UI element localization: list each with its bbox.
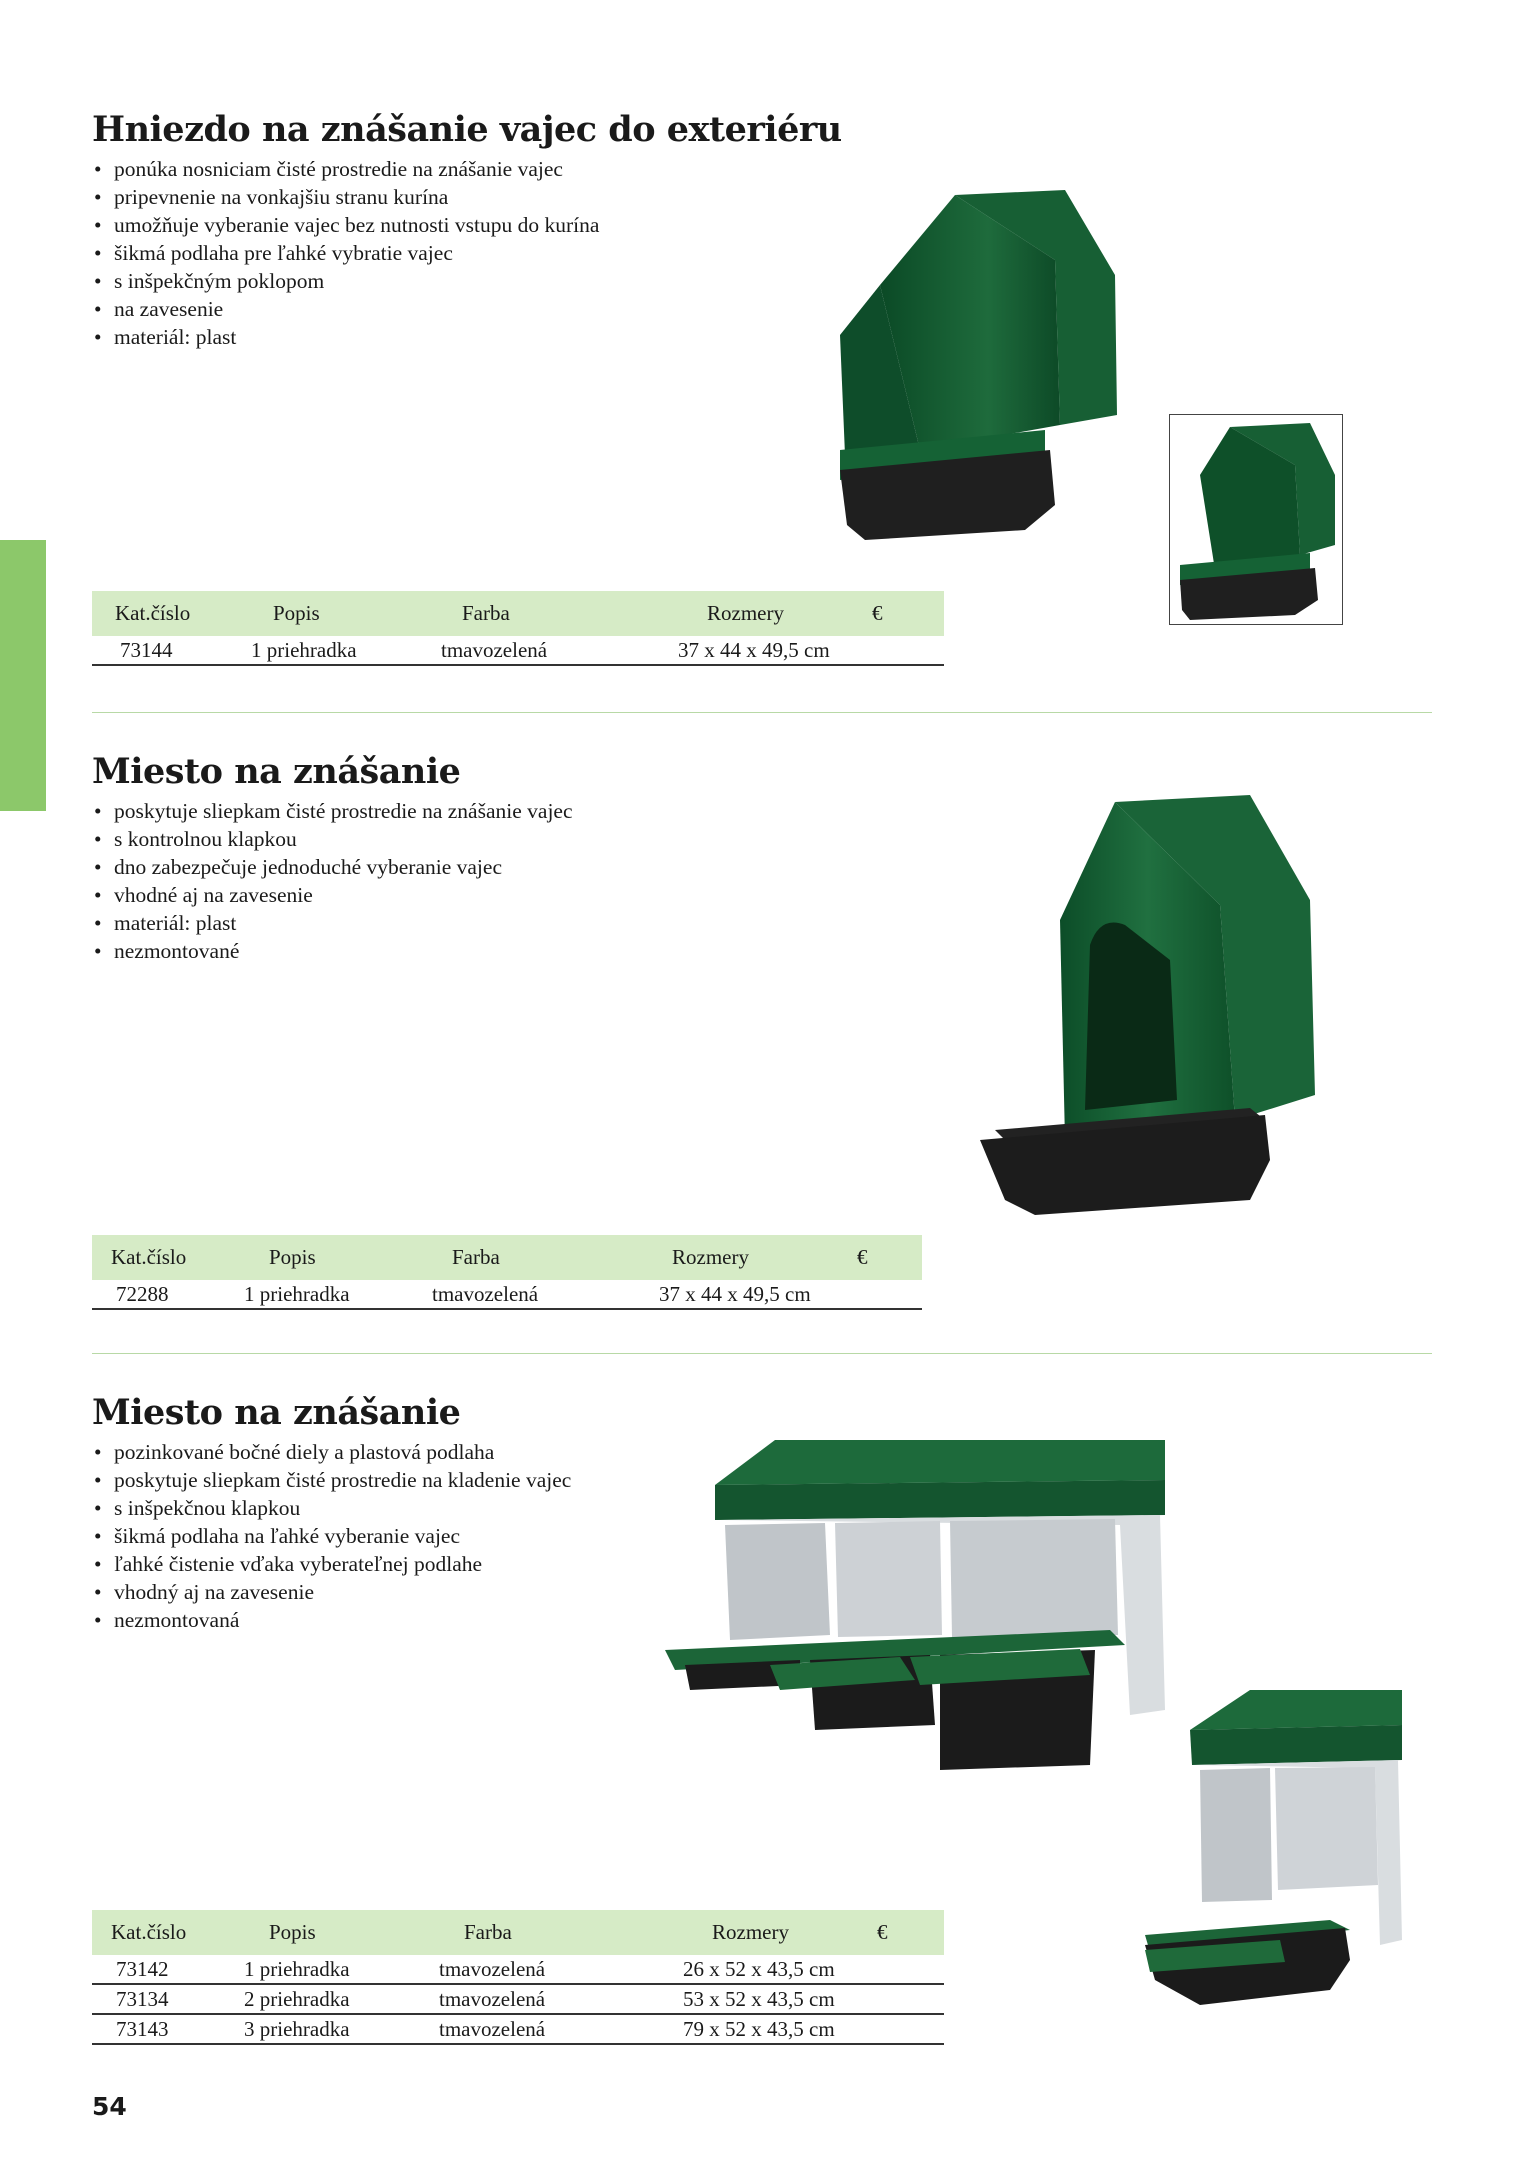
feature-item: • na zavesenie: [92, 295, 1432, 323]
product-title: Miesto na znášanie: [92, 1392, 461, 1433]
feature-item: • ponúka nosniciam čisté prostredie na znášanie vajec: [92, 155, 1432, 183]
cell-desc: 3 priehradka: [232, 2014, 437, 2044]
product-title: Hniezdo na znášanie vajec do exteriéru: [92, 109, 842, 150]
table-header-row: [92, 1235, 922, 1280]
col-header-desc: Popis: [237, 591, 432, 636]
col-header-cat: Kat.číslo: [92, 1235, 232, 1280]
table-row: [92, 1984, 944, 2014]
nesting-place-image: [965, 790, 1360, 1220]
feature-item: • vhodné aj na zavesenie: [92, 881, 1432, 909]
table-header-row: [92, 591, 944, 636]
col-header-dims: Rozmery: [627, 1910, 877, 1955]
page-number: 54: [92, 2092, 127, 2121]
cell-price: [872, 636, 944, 665]
col-header-desc: Popis: [232, 1910, 437, 1955]
cell-desc: 2 priehradka: [232, 1984, 437, 2014]
cell-price: [877, 1955, 944, 1984]
cell-desc: 1 priehradka: [237, 636, 432, 665]
cell-color: tmavozelená: [437, 2014, 627, 2044]
table-row: [92, 1955, 944, 1984]
cell-dims: 37 x 44 x 49,5 cm: [622, 636, 872, 665]
cell-cat: 73142: [92, 1955, 232, 1984]
feature-item: • nezmontované: [92, 937, 1432, 965]
feature-list: [92, 155, 1432, 351]
feature-item: • poskytuje sliepkam čisté prostredie na znášanie vajec: [92, 797, 1432, 825]
cell-desc: 1 priehradka: [232, 1280, 422, 1309]
feature-item: • vhodný aj na zavesenie: [92, 1578, 1432, 1606]
cell-cat: 73144: [92, 636, 237, 665]
cell-price: [857, 1280, 922, 1309]
table-row: [92, 636, 944, 665]
feature-item: • materiál: plast: [92, 323, 1432, 351]
cell-dims: 26 x 52 x 43,5 cm: [627, 1955, 877, 1984]
cell-dims: 53 x 52 x 43,5 cm: [627, 1984, 877, 2014]
col-header-price: €: [857, 1235, 922, 1280]
cell-dims: 79 x 52 x 43,5 cm: [627, 2014, 877, 2044]
outdoor-nest-image: [825, 185, 1125, 545]
feature-item: • šikmá podlaha pre ľahké vybratie vajec: [92, 239, 1432, 267]
product-table-1: [92, 591, 944, 666]
cell-color: tmavozelená: [422, 1280, 602, 1309]
cell-desc: 1 priehradka: [232, 1955, 437, 1984]
cell-color: tmavozelená: [437, 1984, 627, 2014]
table-header-row: [92, 1910, 944, 1955]
feature-item: • s kontrolnou klapkou: [92, 825, 1432, 853]
cell-cat: 73134: [92, 1984, 232, 2014]
feature-item: • materiál: plast: [92, 909, 1432, 937]
feature-item: • poskytuje sliepkam čisté prostredie na kladenie vajec: [92, 1466, 1432, 1494]
col-header-desc: Popis: [232, 1235, 422, 1280]
feature-item: • dno zabezpečuje jednoduché vyberanie vajec: [92, 853, 1432, 881]
cell-price: [877, 1984, 944, 2014]
product-table-3: [92, 1910, 944, 2045]
col-header-color: Farba: [437, 1910, 627, 1955]
table-row: [92, 2014, 944, 2044]
product-section-1: [92, 107, 1432, 351]
feature-item: • šikmá podlaha na ľahké vyberanie vajec: [92, 1522, 1432, 1550]
single-nest-image: [1140, 1690, 1405, 2010]
cell-color: tmavozelená: [432, 636, 622, 665]
feature-item: • nezmontovaná: [92, 1606, 1432, 1634]
triple-nest-image: [650, 1435, 1170, 1775]
cell-cat: 73143: [92, 2014, 232, 2044]
section-divider: [92, 1353, 1432, 1354]
feature-item: • s inšpekčnou klapkou: [92, 1494, 1432, 1522]
feature-item: • umožňuje vyberanie vajec bez nutnosti vstupu do kurína: [92, 211, 1432, 239]
col-header-price: €: [872, 591, 944, 636]
cell-dims: 37 x 44 x 49,5 cm: [602, 1280, 857, 1309]
col-header-price: €: [877, 1910, 944, 1955]
col-header-color: Farba: [422, 1235, 602, 1280]
cell-cat: 72288: [92, 1280, 232, 1309]
product-title: Miesto na znášanie: [92, 751, 461, 792]
chapter-side-tab: [0, 540, 46, 811]
col-header-color: Farba: [432, 591, 622, 636]
product-table-2: [92, 1235, 922, 1310]
cell-price: [877, 2014, 944, 2044]
table-row: [92, 1280, 922, 1309]
col-header-dims: Rozmery: [622, 591, 872, 636]
feature-item: • s inšpekčným poklopom: [92, 267, 1432, 295]
section-divider: [92, 712, 1432, 713]
col-header-cat: Kat.číslo: [92, 591, 237, 636]
feature-item: • pripevnenie na vonkajšiu stranu kurína: [92, 183, 1432, 211]
cell-color: tmavozelená: [437, 1955, 627, 1984]
feature-item: • ľahké čistenie vďaka vyberateľnej podlahe: [92, 1550, 1432, 1578]
feature-item: • pozinkované bočné diely a plastová podlaha: [92, 1438, 1432, 1466]
outdoor-nest-thumbnail: [1170, 415, 1342, 624]
col-header-cat: Kat.číslo: [92, 1910, 232, 1955]
thumbnail-frame: [1169, 414, 1343, 625]
col-header-dims: Rozmery: [602, 1235, 857, 1280]
